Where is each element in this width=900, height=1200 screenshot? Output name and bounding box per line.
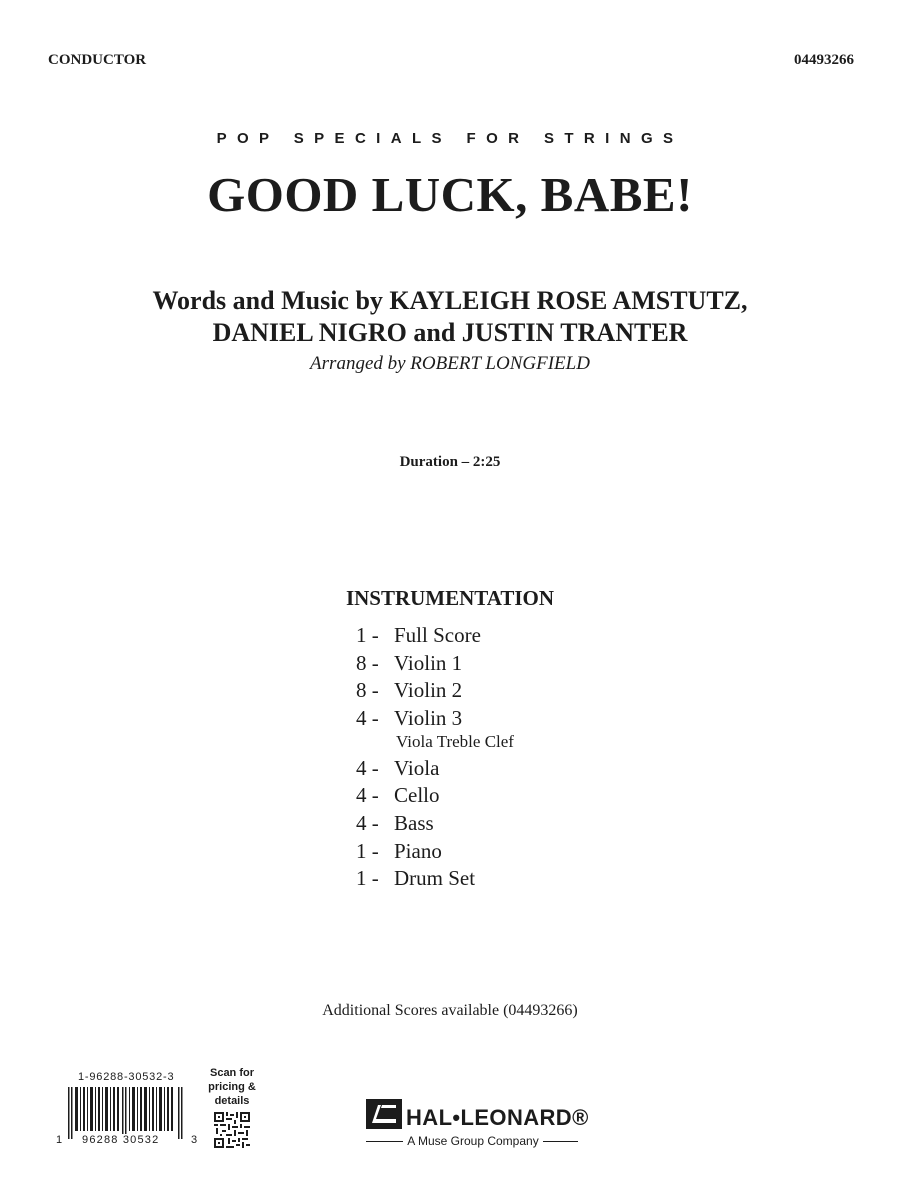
instrument-name: Viola bbox=[394, 755, 440, 780]
publisher-tagline: A Muse Group Company bbox=[403, 1134, 542, 1148]
credit-line-1: Words and Music by KAYLEIGH ROSE AMSTUTZ, bbox=[152, 286, 748, 315]
publisher-name: HAL•LEONARD® bbox=[406, 1105, 589, 1130]
series-name: POP SPECIALS FOR STRINGS bbox=[216, 130, 684, 147]
isbn-number: 1-96288-30532-3 bbox=[78, 1071, 175, 1083]
instrument-name: Bass bbox=[394, 810, 434, 835]
list-item bbox=[356, 782, 514, 810]
catalog-number: 04493266 bbox=[794, 52, 854, 68]
quantity: 4 - bbox=[356, 783, 379, 808]
scan-label: Scan for pricing & details bbox=[208, 1067, 256, 1107]
instrument-name: Cello bbox=[394, 783, 440, 808]
quantity: 4 - bbox=[356, 705, 379, 730]
barcode-digit-right: 3 bbox=[191, 1134, 199, 1146]
instrument-name: Full Score bbox=[394, 623, 481, 647]
instrumentation-heading: INSTRUMENTATION bbox=[345, 586, 555, 610]
quantity: 4 - bbox=[356, 755, 379, 780]
quantity: 1 - bbox=[356, 623, 379, 647]
list-item bbox=[356, 838, 514, 866]
publisher-tagline-row bbox=[0, 1134, 900, 1148]
barcode-digits: 96288 30532 bbox=[82, 1134, 160, 1146]
instrument-name: Drum Set bbox=[394, 866, 476, 891]
arranger-credit: Arranged by ROBERT LONGFIELD bbox=[310, 353, 590, 374]
list-item bbox=[356, 705, 514, 755]
quantity: 8 - bbox=[356, 678, 379, 703]
list-item bbox=[356, 810, 514, 838]
barcode-icon bbox=[66, 1087, 188, 1139]
quantity: 8 - bbox=[356, 650, 379, 675]
instrument-name: Piano bbox=[394, 838, 442, 863]
instrument-name: Violin 2 bbox=[394, 678, 463, 703]
list-item bbox=[356, 865, 514, 893]
list-item bbox=[356, 650, 514, 678]
list-item bbox=[356, 677, 514, 705]
instrument-note: Viola Treble Clef bbox=[396, 732, 514, 752]
additional-scores-note: Additional Scores available (04493266) bbox=[322, 1002, 578, 1019]
quantity: 1 - bbox=[356, 866, 379, 891]
quantity: 4 - bbox=[356, 810, 379, 835]
barcode-digit-left: 1 bbox=[56, 1134, 64, 1146]
page-title: GOOD LUCK, BABE! bbox=[207, 167, 693, 222]
list-item bbox=[356, 755, 514, 783]
credit-line-2: DANIEL NIGRO and JUSTIN TRANTER bbox=[212, 318, 688, 347]
list-item bbox=[356, 622, 514, 650]
instrument-name: Violin 3 bbox=[394, 705, 463, 730]
instrument-name: Violin 1 bbox=[394, 650, 463, 675]
instrumentation-list bbox=[356, 622, 514, 893]
quantity: 1 - bbox=[356, 838, 379, 863]
hal-leonard-logo-icon bbox=[366, 1099, 402, 1129]
part-label: CONDUCTOR bbox=[48, 52, 147, 68]
duration: Duration – 2:25 bbox=[399, 454, 501, 470]
